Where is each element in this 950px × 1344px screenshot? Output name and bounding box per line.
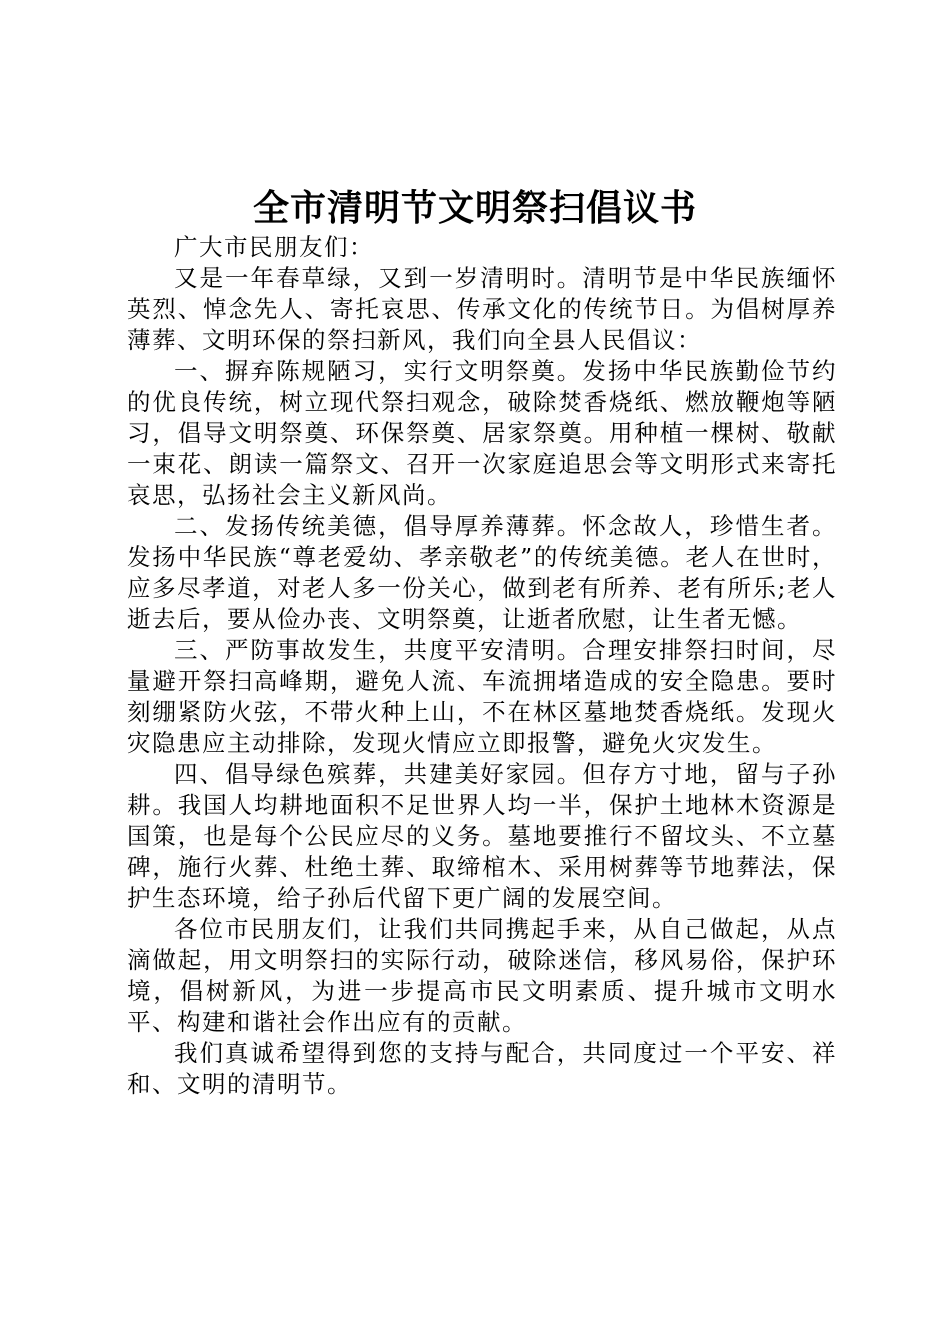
salutation: 广大市民朋友们： [174, 233, 374, 261]
document-body [127, 232, 837, 1100]
document-title: 全市清明节文明祭扫倡议书 [252, 188, 697, 229]
paragraph-intro: 又是一年春草绿，又到一岁清明时。清明节是中华民族缅怀英烈、悼念先人、寄托哀思、传承文化的传统节日。为倡树厚养薄葬、文明环保的祭扫新风，我们向全县人民倡议： [127, 264, 837, 354]
paragraph-appeal: 各位市民朋友们，让我们共同携起手来，从自己做起，从点滴做起，用文明祭扫的实际行动，破除迷信，移风易俗，保护环境，倡树新风，为进一步提高市民文明素质、提升城市文明水平、构建和谐社会作出应有的贡献。 [127, 915, 837, 1036]
paragraph-point-2: 二、发扬传统美德，倡导厚养薄葬。怀念故人，珍惜生者。发扬中华民族“尊老爱幼、孝亲敬老”的传统美德。老人在世时，应多尽孝道，对老人多一份关心，做到老有所养、老有所乐;老人逝去后，要从俭办丧、文明祭奠，让逝者欣慰，让生者无憾。 [127, 512, 837, 633]
paragraph-closing: 我们真诚希望得到您的支持与配合，共同度过一个平安、祥和、文明的清明节。 [127, 1039, 837, 1098]
paragraph-point-1: 一、摒弃陈规陋习，实行文明祭奠。发扬中华民族勤俭节约的优良传统，树立现代祭扫观念，破除焚香烧纸、燃放鞭炮等陋习，倡导文明祭奠、环保祭奠、居家祭奠。用种植一棵树、敬献一束花、朗读一篇祭文、召开一次家庭追思会等文明形式来寄托哀思，弘扬社会主义新风尚。 [127, 357, 837, 509]
paragraph-point-4: 四、倡导绿色殡葬，共建美好家园。但存方寸地，留与子孙耕。我国人均耕地面积不足世界人均一半，保护土地林木资源是国策，也是每个公民应尽的义务。墓地要推行不留坟头、不立墓碑，施行火葬、杜绝土葬、取缔棺木、采用树葬等节地葬法，保护生态环境，给子孙后代留下更广阔的发展空间。 [127, 760, 837, 912]
paragraph-point-3: 三、严防事故发生，共度平安清明。合理安排祭扫时间，尽量避开祭扫高峰期，避免人流、车流拥堵造成的安全隐患。要时刻绷紧防火弦，不带火种上山，不在林区墓地焚香烧纸。发现火灾隐患应主动排除，发现火情应立即报警，避免火灾发生。 [127, 636, 837, 757]
